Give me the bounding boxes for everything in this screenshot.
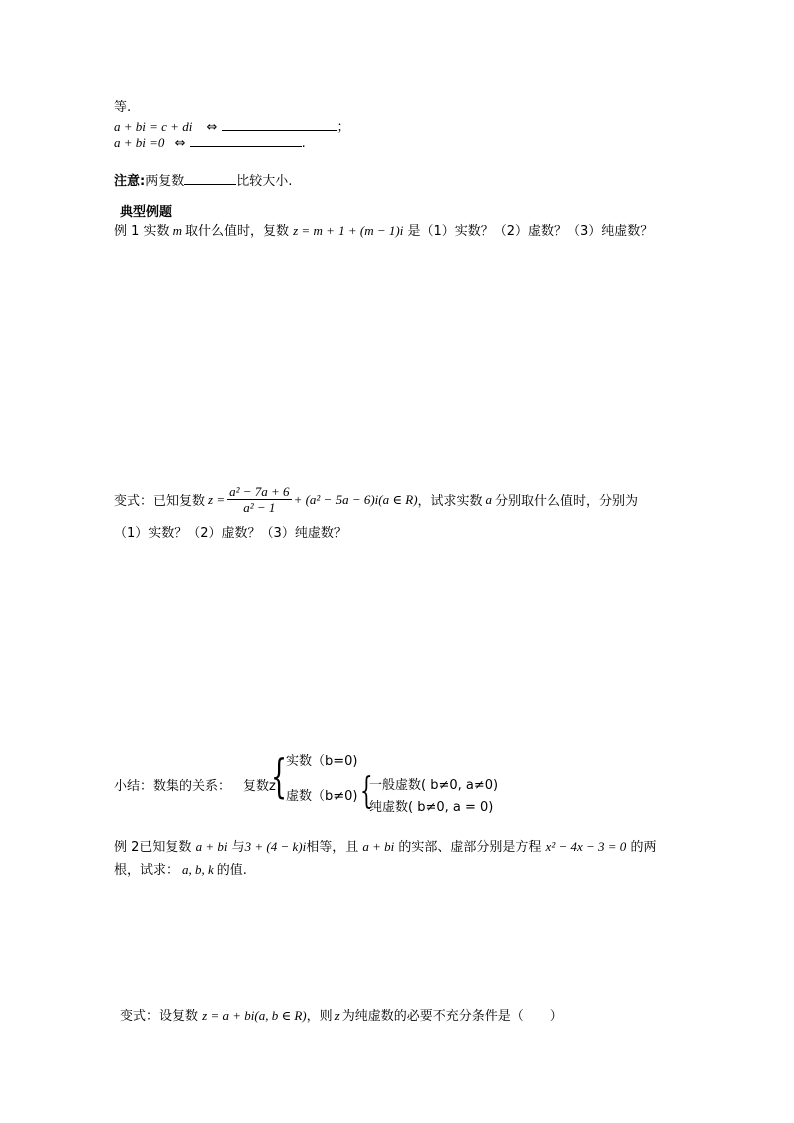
math-vars: a, b, k [182, 862, 214, 877]
text: 分别取什么值时，分别为 [495, 494, 639, 509]
equivalence-arrow: ⇔ [174, 136, 186, 151]
math-formula: z = a + bi(a, b ∈ R) [202, 1008, 307, 1023]
equation-equal [114, 116, 350, 135]
summary-pure-imag: 纯虚数( b≠0, a = 0) [369, 800, 494, 815]
math-z: z = [208, 491, 226, 507]
answer-blank[interactable] [184, 184, 236, 185]
math-formula: z = m + 1 + (m − 1)i [293, 223, 404, 238]
summary-root: 复数z [243, 779, 276, 794]
text: 与 [231, 840, 245, 855]
example-1 [114, 220, 653, 239]
equation-expr: a + bi = c + di [114, 119, 193, 134]
text: ，试求实数 [417, 494, 483, 509]
left-brace-icon: { [360, 771, 373, 812]
note-line [114, 170, 292, 189]
text: 为纯虚数的必要不充分条件是（ ） [341, 1009, 563, 1024]
text: 相等，且 [306, 840, 359, 855]
math-var: z [334, 1008, 340, 1023]
summary-label: 小结：数集的关系： [114, 779, 232, 794]
equation-zero [114, 135, 306, 151]
text: 是（1）实数？（2）虚数？（3）纯虚数？ [407, 224, 654, 239]
variant-label: 变式：已知复数 [114, 494, 206, 509]
variant-2 [120, 1005, 563, 1024]
text: 根，试求： [114, 863, 180, 878]
example-2-line2 [114, 859, 247, 878]
answer-blank[interactable] [222, 130, 337, 131]
text-deng: 等. [114, 100, 132, 115]
math-formula: a + bi [195, 839, 228, 854]
math-var: m [172, 223, 182, 238]
fraction-denominator: a² − 1 [243, 500, 276, 515]
text: 的两 [630, 840, 657, 855]
summary-real: 实数（b=0) [286, 754, 358, 769]
example-2 [114, 836, 656, 855]
summary-general-imag: 一般虚数( b≠0, a≠0) [369, 778, 499, 793]
text: 已知复数 [139, 840, 192, 855]
math-formula: + (a² − 5a − 6)i(a ∈ R) [293, 491, 418, 507]
math-fraction [227, 484, 291, 515]
section-title: 典型例题 [120, 205, 173, 220]
text: 实数 [143, 224, 170, 239]
example-label: 例 2 [114, 840, 140, 855]
punct: . [301, 136, 306, 151]
text: ，则 [306, 1009, 333, 1024]
variant-1-line2: （1）实数？（2）虚数？（3）纯虚数？ [114, 526, 347, 541]
text: 的实部、虚部分别是方程 [398, 840, 542, 855]
math-var: a [485, 491, 493, 507]
equation-expr: a + bi =0 [114, 135, 165, 150]
math-formula: a + bi [362, 839, 395, 854]
note-post: 比较大小. [236, 174, 293, 189]
math-formula: 3 + (4 − k)i [244, 839, 307, 854]
note-label: 注意: [114, 174, 146, 189]
fraction-numerator: a² − 7a + 6 [229, 484, 290, 499]
summary-imag: 虚数（b≠0) [286, 789, 358, 804]
math-formula: x² − 4x − 3 = 0 [545, 839, 627, 854]
note-pre: 两复数 [145, 174, 185, 189]
punct: ； [336, 120, 350, 135]
variant-label: 变式：设复数 [120, 1009, 199, 1024]
answer-blank[interactable] [190, 146, 302, 147]
left-brace-icon: { [271, 749, 288, 803]
text: 取什么值时，复数 [184, 224, 289, 239]
text: 的值. [216, 863, 247, 878]
example-label: 例 1 [114, 224, 140, 239]
equivalence-arrow: ⇔ [206, 120, 218, 135]
variant-1 [114, 484, 638, 515]
